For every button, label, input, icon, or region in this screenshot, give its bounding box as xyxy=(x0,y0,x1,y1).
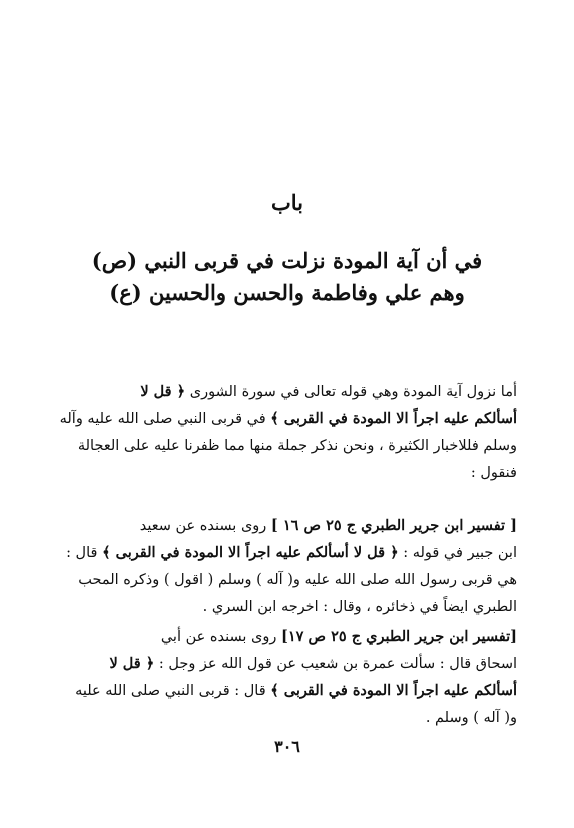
ref1-line-3: هي قربى رسول الله صلى الله عليه و( آله ) وسلم ( اقول ) وذكره المحب xyxy=(78,572,517,588)
source-citation: [تفسير ابن جرير الطبري ج ٢٥ ص ١٧] xyxy=(281,628,517,645)
intro-line-4: فنقول : xyxy=(470,465,517,481)
intro-line-3: وسلم فللاخبار الكثيرة ، ونحن نذكر جملة منها مما ظفرنا عليه على العجالة xyxy=(77,438,517,454)
quran-quote: أسألكم عليه اجراً الا المودة في القربى ﴾ xyxy=(270,682,517,699)
ref2-line-2 xyxy=(52,652,517,676)
quran-quote: ﴿ قل لا أسألكم عليه اجراً الا المودة في القربى ﴾ xyxy=(102,544,399,561)
ref-text: روى بسنده عن سعيد xyxy=(139,518,267,534)
ref2-line-4: و( آله ) وسلم . xyxy=(425,710,517,726)
page-number: ٣٠٦ xyxy=(274,737,300,756)
source-citation: [ تفسير ابن جرير الطبري ج ٢٥ ص ١٦ ] xyxy=(270,517,517,534)
quran-quote: أسألكم عليه اجراً الا المودة في القربى ﴾ xyxy=(270,410,517,427)
intro-line-1 xyxy=(52,380,517,404)
ref-text: قال : xyxy=(66,545,98,561)
ref1-line-2 xyxy=(52,541,517,565)
ref1-line-1 xyxy=(52,514,517,538)
chapter-title-line-1: في أن آية المودة نزلت في قربى النبي (ص) xyxy=(91,248,483,273)
ref-text: ابن جبير في قوله : xyxy=(403,545,517,561)
ref-text: روى بسنده عن أبي xyxy=(160,629,277,645)
chapter-title-line-2: وهم علي وفاطمة والحسن والحسين (ع) xyxy=(109,280,465,305)
quran-quote: ﴿ قل لا xyxy=(140,383,186,400)
ref-text: اسحاق قال : سألت عمرة بن شعيب عن قول الله عز وجل : xyxy=(158,656,517,672)
ref-text: قال : قربى النبي صلى الله عليه xyxy=(75,683,266,699)
intro-text: في قربى النبي صلى الله عليه وآله xyxy=(59,411,266,427)
intro-text: أما نزول آية المودة وهي قوله تعالى في سورة الشورى xyxy=(189,384,517,400)
intro-line-2 xyxy=(52,407,517,431)
ref1-line-4: الطبري ايضاً في ذخائره ، وقال : اخرجه ابن السري . xyxy=(202,599,517,615)
chapter-label: باب xyxy=(270,190,303,215)
quran-quote: ﴿ قل لا xyxy=(109,655,155,672)
ref2-line-3 xyxy=(52,679,517,703)
ref2-line-1 xyxy=(52,625,517,649)
